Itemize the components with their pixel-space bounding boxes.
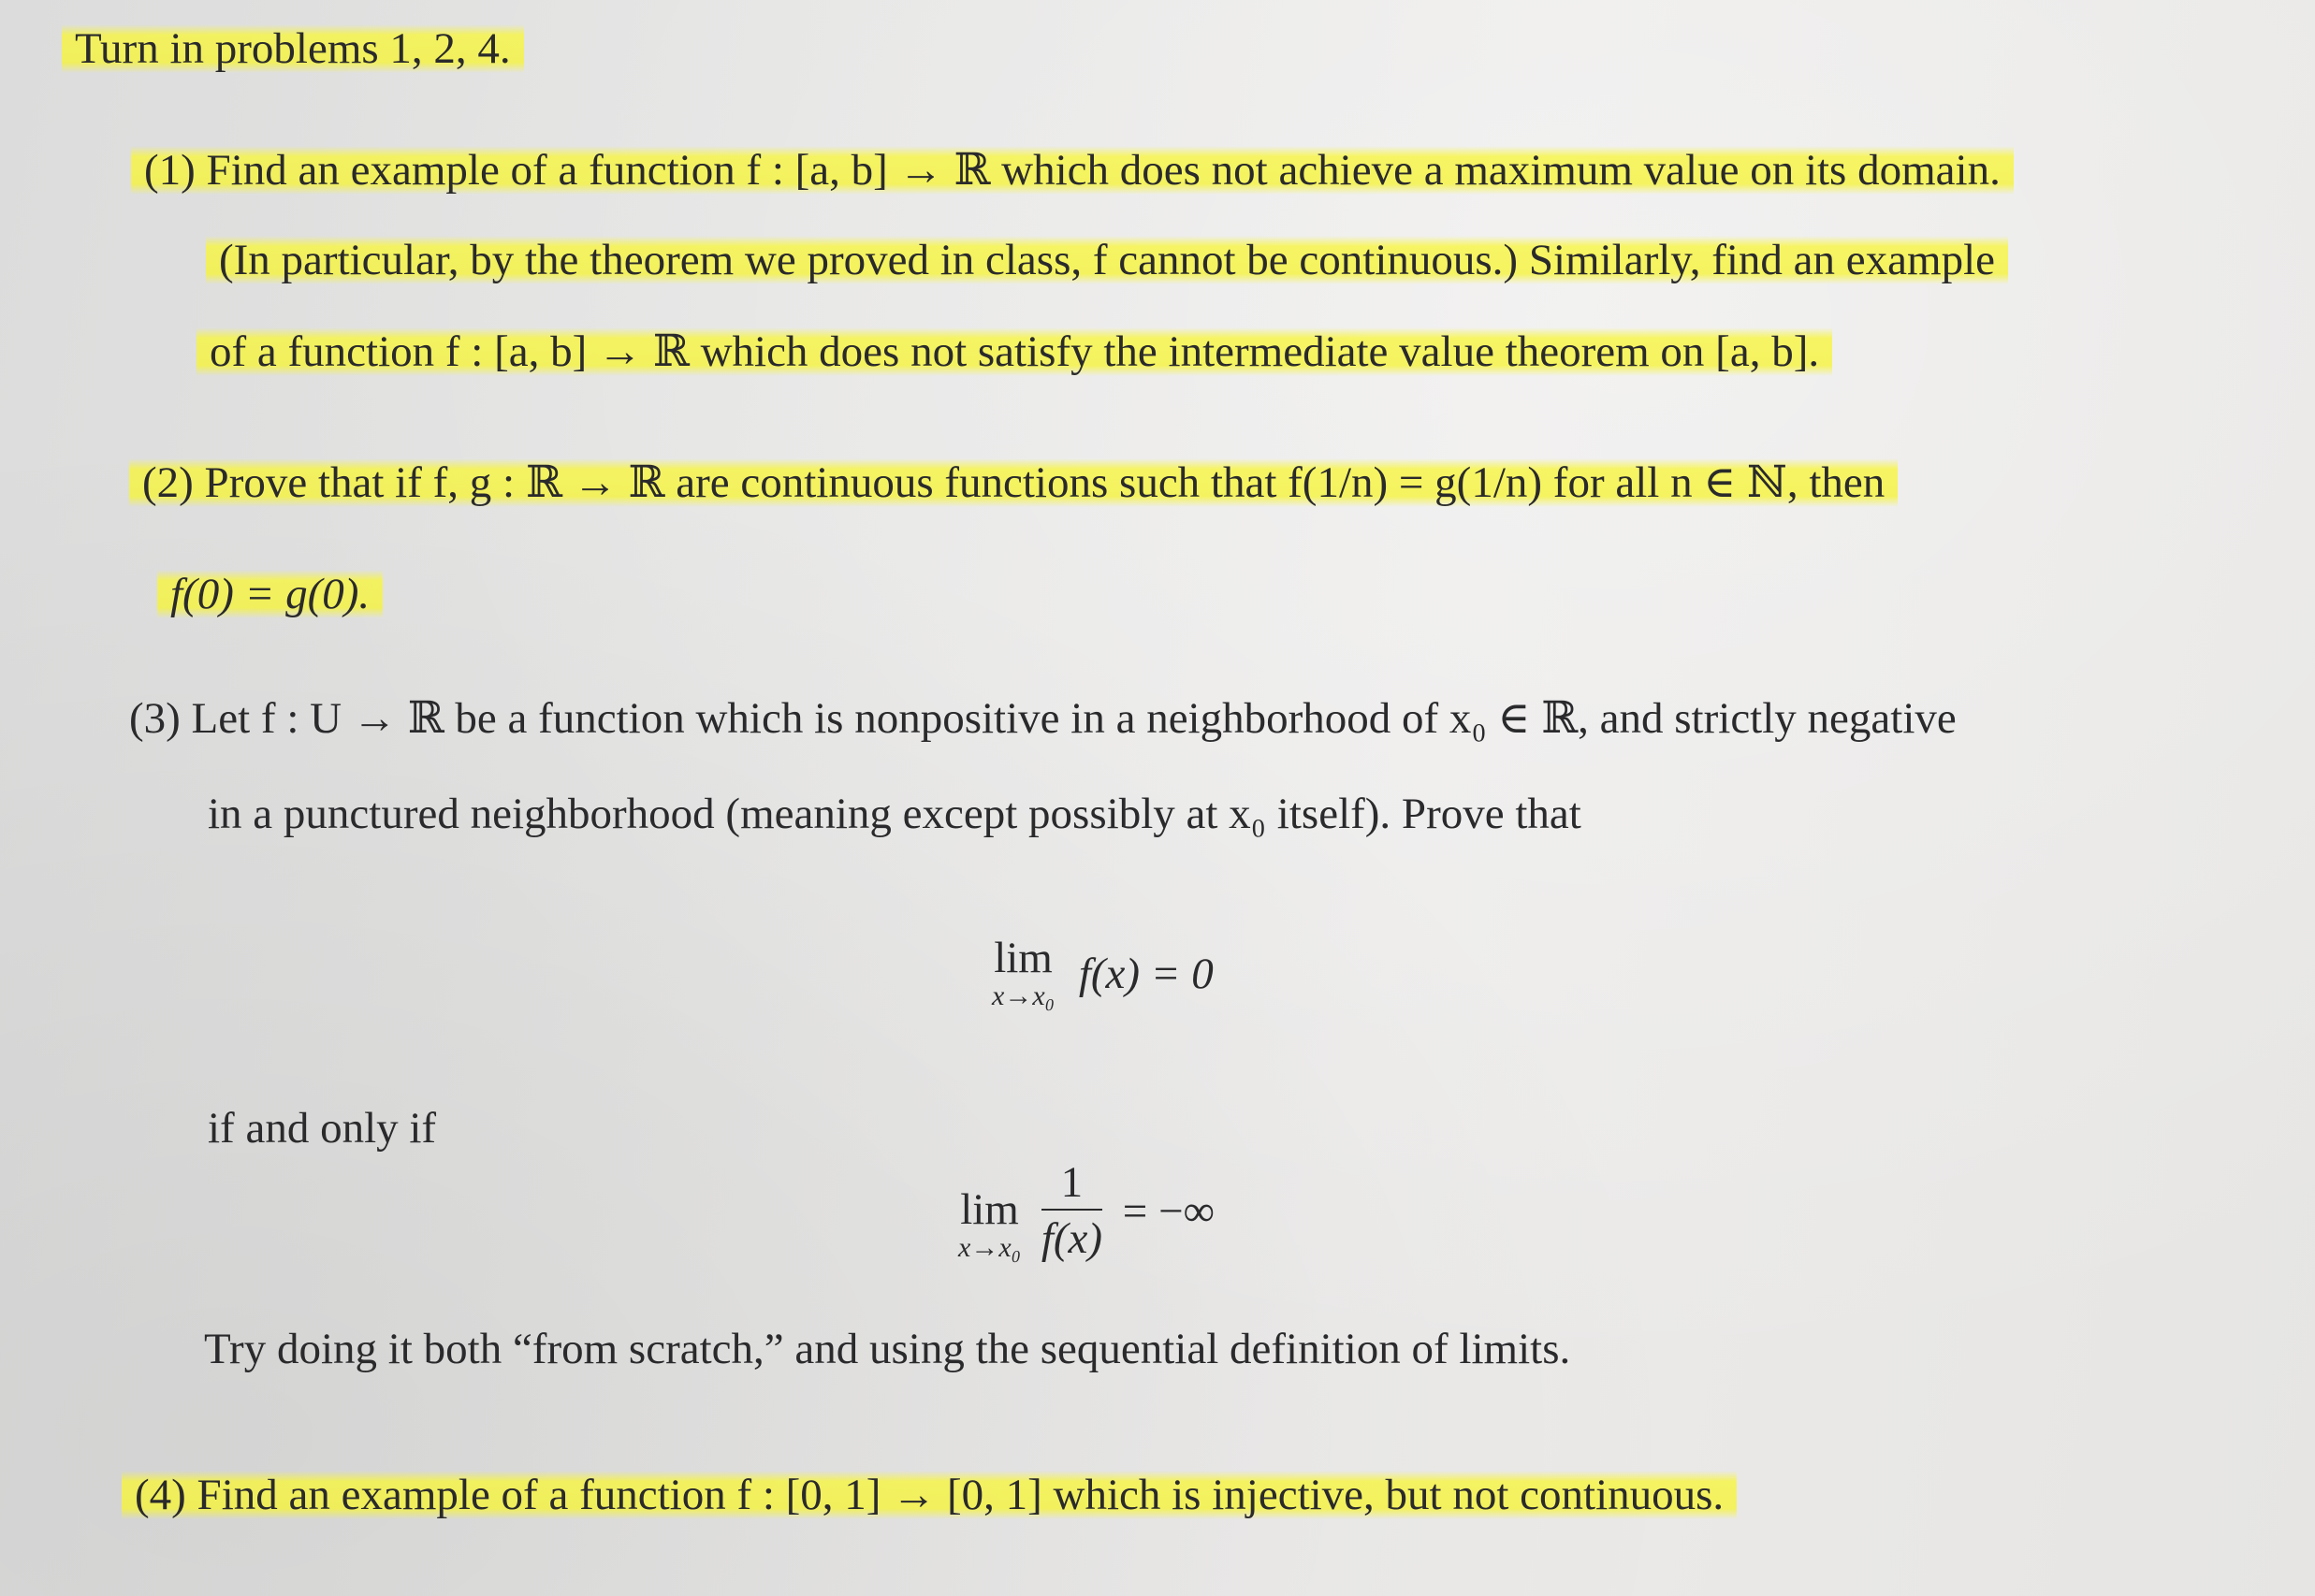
problem-1-text-1: (1) Find an example of a function f : [a, b] → ℝ which does not achieve a maximum value on its domain. <box>131 146 2014 195</box>
problem-3-line-1 <box>129 690 1957 747</box>
lim-word-2: lim <box>960 1185 1019 1234</box>
problem-3-text-3: Try doing it both “from scratch,” and using the sequential definition of limits. <box>204 1325 1571 1373</box>
limit-equation-1 <box>992 936 1214 1012</box>
equation-2-rhs: = −∞ <box>1122 1187 1216 1236</box>
fraction-denominator: f(x) <box>1041 1214 1103 1263</box>
problem-1-text-3: of a function f : [a, b] → ℝ which does not satisfy the intermediate value theorem on [a, b]. <box>197 327 1832 376</box>
fraction <box>1041 1156 1102 1267</box>
lim-subscript-1: x→x₀ <box>992 980 1056 1011</box>
problem-3-line-2 <box>208 786 1581 842</box>
problem-1-text-2: (In particular, by the theorem we proved in class, f cannot be continuous.) Similarly, find an example <box>206 236 2008 284</box>
problem-1-line-1 <box>131 142 2014 198</box>
lim-word-1: lim <box>994 934 1053 982</box>
problem-3-connector <box>208 1100 436 1156</box>
lim-subscript-2: x→x₀ <box>958 1232 1022 1263</box>
problem-1-line-3 <box>197 324 1832 380</box>
limit-operator-2 <box>958 1187 1021 1264</box>
problem-4-line-1 <box>122 1467 1737 1523</box>
limit-equation-2 <box>958 1156 1215 1267</box>
limit-operator-1 <box>992 936 1055 1012</box>
header-text: Turn in problems 1, 2, 4. <box>62 24 524 73</box>
problem-2-text-1: (2) Prove that if f, g : ℝ → ℝ are continuous functions such that f(1/n) = g(1/n) for all n ∈ ℕ, then <box>129 458 1898 507</box>
problem-3-line-3 <box>204 1321 1570 1377</box>
problem-3-text-1: (3) Let f : U → ℝ be a function which is nonpositive in a neighborhood of x₀ ∈ ℝ, and strictly negative <box>129 694 1957 743</box>
problem-1-line-2 <box>206 232 2008 288</box>
problem-4-text-1: (4) Find an example of a function f : [0, 1] → [0, 1] which is injective, but not continuous. <box>122 1471 1737 1519</box>
problem-2-line-2 <box>157 566 383 622</box>
equation-1-body: f(x) = 0 <box>1078 950 1214 998</box>
connector-text: if and only if <box>208 1104 437 1153</box>
problem-3-text-2: in a punctured neighborhood (meaning except possibly at x₀ itself). Prove that <box>208 790 1581 838</box>
assignment-header <box>62 21 524 77</box>
problem-2-line-1 <box>129 455 1898 511</box>
fraction-numerator: 1 <box>1041 1156 1102 1211</box>
problem-2-text-2: f(0) = g(0). <box>157 570 383 618</box>
